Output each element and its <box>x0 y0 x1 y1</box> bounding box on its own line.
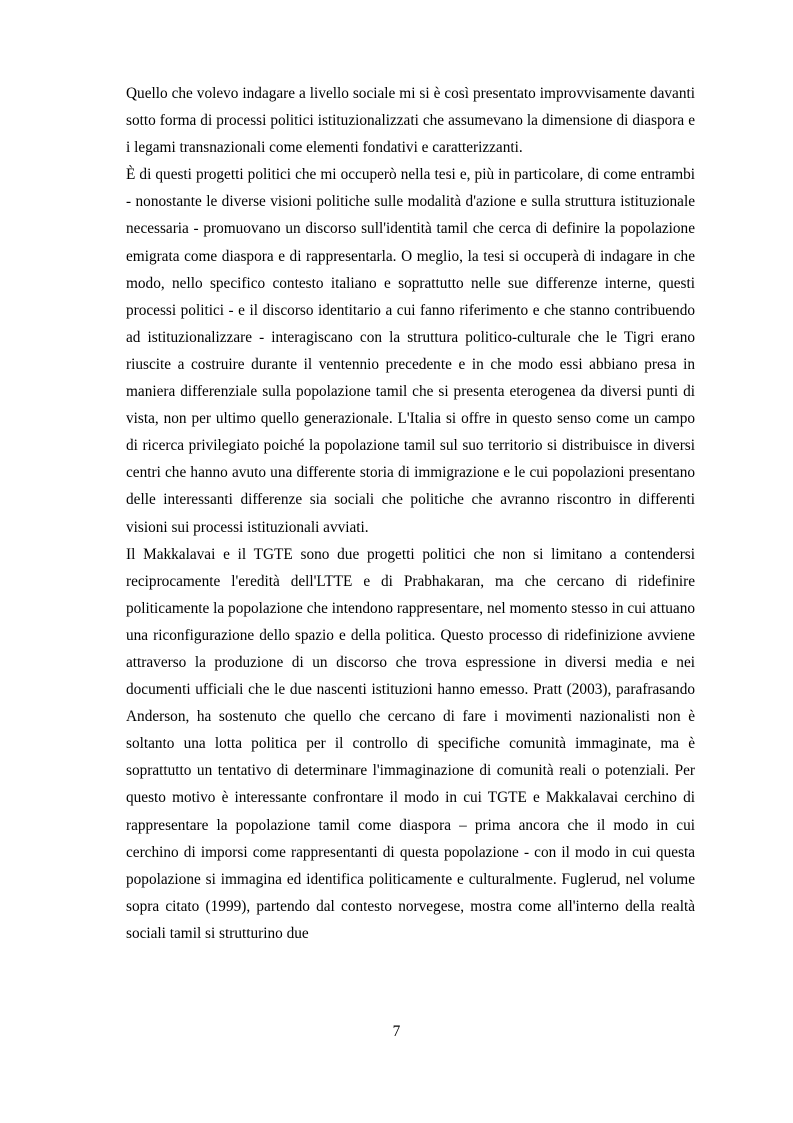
page-number: 7 <box>392 1023 401 1040</box>
body-text <box>126 80 695 947</box>
paragraph-1: Quello che volevo indagare a livello sociale mi si è così presentato improvvisamente davanti sotto forma di processi politici istituzionalizzati che assumevano la dimensione di diaspora e i legami transnazionali come elementi fondativi e caratterizzanti. <box>126 85 695 157</box>
paragraph-2: È di questi progetti politici che mi occuperò nella tesi e, più in particolare, di come entrambi - nonostante le diverse visioni politiche sulle modalità d'azione e sulla struttura istituzionale necessaria - promuovano un discorso sull'identità tamil che cerca di definire la popolazione emigrata come diaspora e di rappresentarla. O meglio, la tesi si occuperà di indagare in che modo, nello specifico contesto italiano e soprattutto nelle sue differenze interne, questi processi politici - e il discorso identitario a cui fanno riferimento e che stanno contribuendo ad istituzionalizzare - interagiscano con la struttura politico-culturale che le Tigri erano riuscite a costruire durante il ventennio precedente e in che modo essi abbiano presa in maniera differenziale sulla popolazione tamil che si presenta eterogenea da diversi punti di vista, non per ultimo quello generazionale. L'Italia si offre in questo senso come un campo di ricerca privilegiato poiché la popolazione tamil sul suo territorio si distribuisce in diversi centri che hanno avuto una differente storia di immigrazione e le cui popolazioni presentano delle interessanti differenze sia sociali che politiche che avranno riscontro in differenti visioni sui processi istituzionali avviati. <box>126 166 695 536</box>
paragraph-3: Il Makkalavai e il TGTE sono due progetti politici che non si limitano a contendersi reciprocamente l'eredità dell'LTTE e di Prabhakaran, ma che cercano di ridefinire politicamente la popolazione che intendono rappresentare, nel momento stesso in cui attuano una riconfigurazione dello spazio e della politica. Questo processo di ridefinizione avviene attraverso la produzione di un discorso che trova espressione in diversi media e nei documenti ufficiali che le due nascenti istituzioni hanno emesso. Pratt (2003), parafrasando Anderson, ha sostenuto che quello che cercano di fare i movimenti nazionalisti non è soltanto una lotta politica per il controllo di specifiche comunità immaginate, ma è soprattutto un tentativo di determinare l'immaginazione di comunità reali o potenziali. Per questo motivo è interessante confrontare il modo in cui TGTE e Makkalavai cerchino di rappresentare la popolazione tamil come diaspora – prima ancora che il modo in cui cerchino di imporsi come rappresentanti di questa popolazione - con il modo in cui questa popolazione si immagina ed identifica politicamente e culturalmente. Fuglerud, nel volume sopra citato (1999), partendo dal contesto norvegese, mostra come all'interno della realtà sociali tamil si strutturino due <box>126 545 695 942</box>
